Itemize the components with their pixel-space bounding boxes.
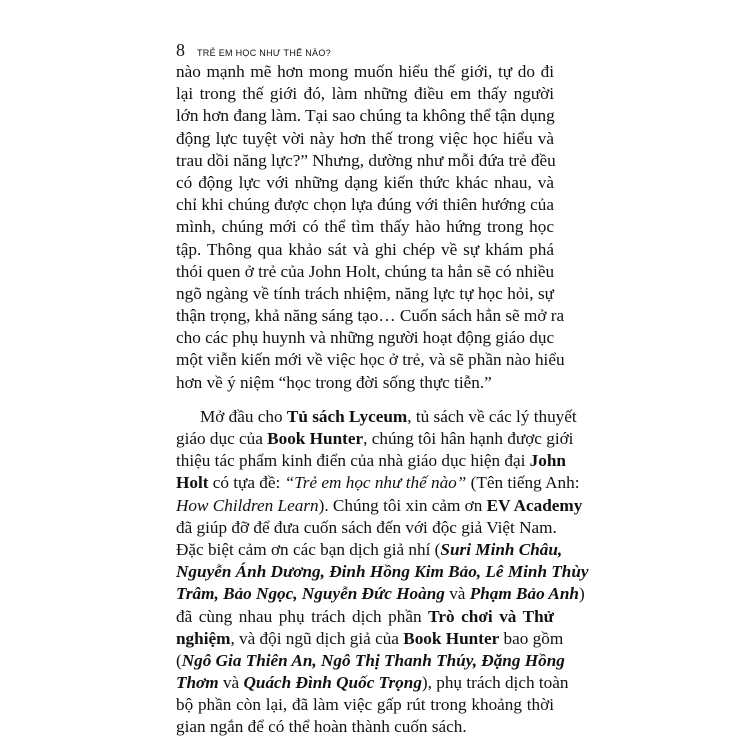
series-name: Tủ sách Lyceum <box>286 406 408 426</box>
text-line: thói quen ở trẻ của John Holt, chúng ta hẳn sẽ có nhiều <box>176 261 555 281</box>
text-line: một viễn kiến mới về việc học ở trẻ, và sẽ phần nào hiểu <box>176 350 565 370</box>
text-line: Mở đầu cho Tủ sách Lyceum, tủ sách về các lý thuyết <box>200 406 577 426</box>
text-line: Đặc biệt cảm ơn các bạn dịch giả nhí (Suri Minh Châu, <box>176 539 563 559</box>
text-line: trau dồi năng lực?” Nhưng, dường như mỗi đứa trẻ đều <box>176 150 556 170</box>
text-line: (Ngô Gia Thiên An, Ngô Thị Thanh Thúy, Đặng Hồng <box>176 650 565 670</box>
page-number: 8 <box>176 40 185 60</box>
text-line: giáo dục của Book Hunter, chúng tôi hân hạnh được giới <box>176 429 574 448</box>
text-line: gian ngắn để có thể hoàn thành cuốn sách. <box>176 717 467 737</box>
paragraph-gap <box>176 394 554 406</box>
text-line: Thơm và Quách Đình Quốc Trọng), phụ trách dịch toàn <box>176 673 569 693</box>
text-line: nào mạnh mẽ hơn mong muốn hiểu thế giới, tự do đi <box>176 62 554 81</box>
text-line: lại trong thế giới đó, làm những điều em thấy người <box>176 84 554 104</box>
paragraph-2 <box>176 406 589 739</box>
text-line: tập. Thông qua khảo sát và ghi chép về sự khám phá <box>176 239 554 259</box>
text-line: có động lực với những dạng kiến thức khác nhau, và <box>176 172 554 192</box>
book-title-en: How Children Learn <box>176 495 319 515</box>
text-line: nghiệm, và đội ngũ dịch giả của Book Hunter bao gồm <box>176 628 564 648</box>
book-title-vn: “Trẻ em học như thế nào” <box>284 473 467 493</box>
paragraph-1 <box>176 61 565 394</box>
text-line: Trâm, Bảo Ngọc, Nguyễn Đức Hoàng và Phạm Bảo Anh) <box>176 584 585 604</box>
text-line: ngõ ngàng về tính trách nhiệm, năng lực tự học hỏi, sự <box>176 283 554 303</box>
body-text <box>176 61 589 739</box>
author-name: John <box>529 451 566 471</box>
text-line: lớn hơn đang làm. Tại sao chúng ta không thể tận dụng <box>176 106 555 126</box>
text-line: Holt có tựa đề: “Trẻ em học như thế nào” (Tên tiếng Anh: <box>176 473 580 493</box>
publisher-name: Book Hunter <box>267 429 364 448</box>
text-line: thiệu tác phẩm kinh điển của nhà giáo dục hiện đại John <box>176 451 566 471</box>
text-line: hơn về ý niệm “học trong đời sống thực tiễn.” <box>176 372 492 392</box>
text-line: cho các phụ huynh và những người hoạt động giáo dục <box>176 328 555 348</box>
sponsor-name: EV Academy <box>486 495 583 515</box>
text-line: đã cùng nhau phụ trách dịch phần Trò chơi và Thử <box>176 606 554 626</box>
text-line: thận trọng, khả năng sáng tạo… Cuốn sách hẳn sẽ mở ra <box>176 306 565 326</box>
text-line: động lực tuyệt vời này hơn thế trong việc học hiểu và <box>176 128 554 148</box>
text-line: How Children Learn). Chúng tôi xin cảm ơn EV Academy <box>176 495 583 515</box>
text-line: chỉ khi chúng được chọn lựa đúng với thiên hướng của <box>176 195 554 215</box>
text-line: mình, chúng mới có thể tìm thấy hào hứng trong học <box>176 217 554 237</box>
text-line: Nguyễn Ánh Dương, Đinh Hồng Kim Bảo, Lê Minh Thùy <box>176 562 589 582</box>
running-head-title: TRẺ EM HỌC NHƯ THẾ NÀO? <box>197 48 331 58</box>
text-line: đã giúp đỡ để đưa cuốn sách đến với độc giả Việt Nam. <box>176 517 557 537</box>
text-line: bộ phần còn lại, đã làm việc gấp rút trong khoảng thời <box>176 695 554 715</box>
running-head <box>176 40 331 60</box>
